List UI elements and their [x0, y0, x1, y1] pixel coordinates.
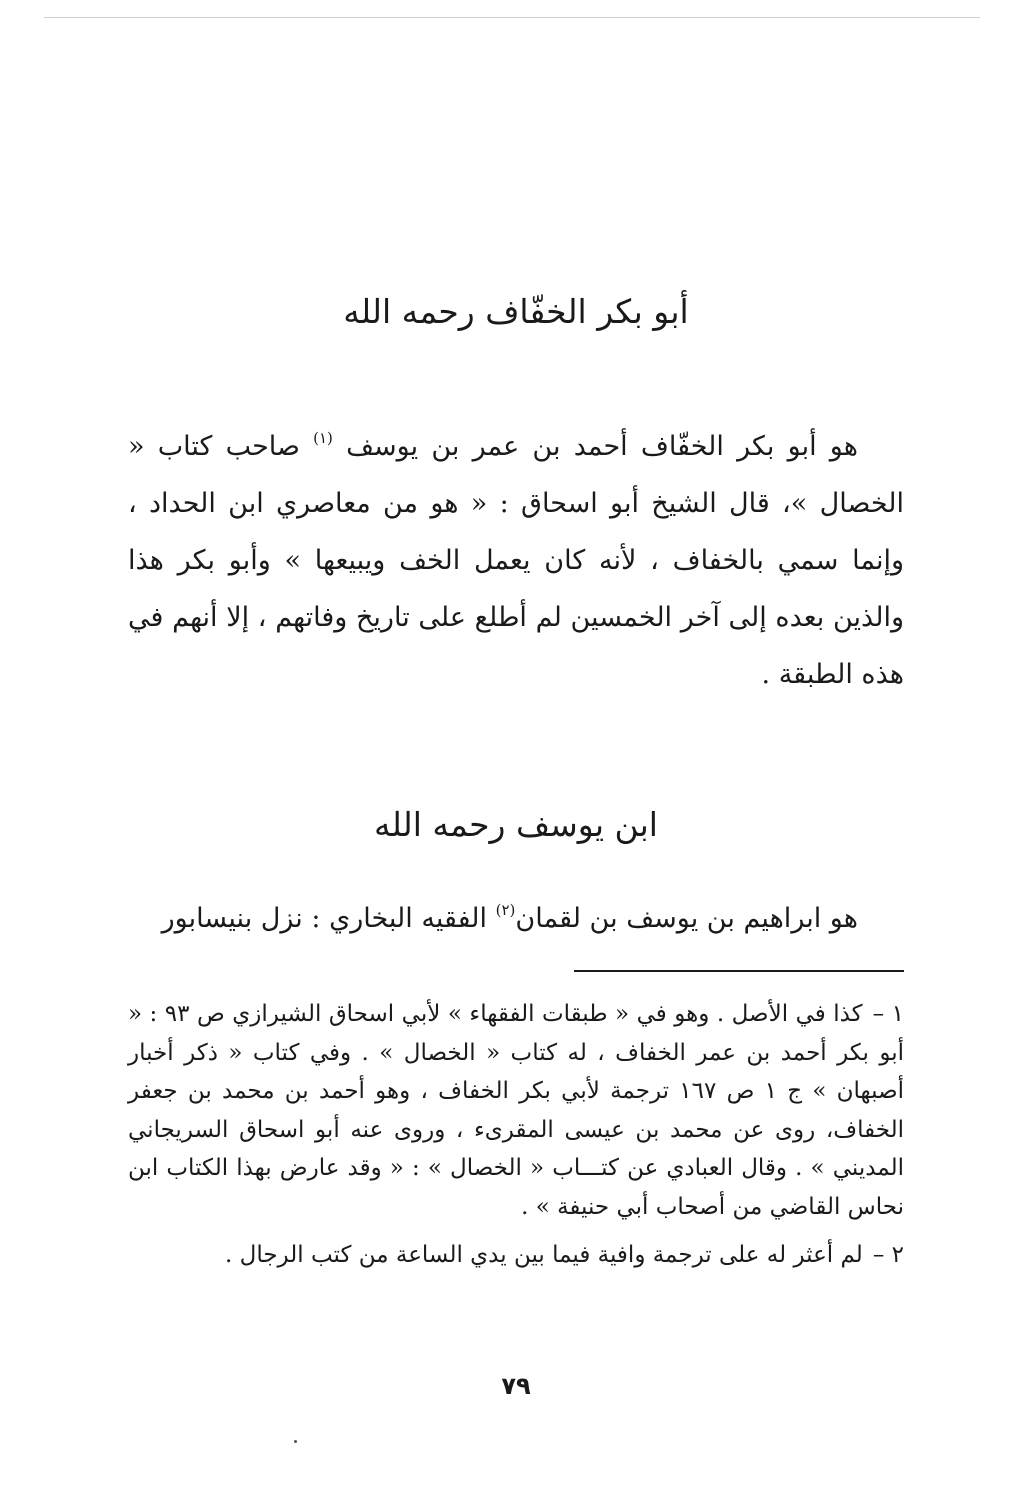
footnote-text: كذا في الأصل . وهو في « طبقات الفقهاء » لأبي اسحاق الشيرازي ص ٩٣ : « أبو بكر أحمد بن عمر الخفاف ، له كتاب « الخصال » . وفي كتاب « ذكر أخبار أصبهان » ج ١ ص ١٦٧ ترجمة لأبي بكر الخفاف ، وهو أحمد بن محمد بن جعفر الخفاف، روى عن محمد بن عيسى المقرىء ، وروى عنه أبو اسحاق السريجاني المديني » . وقال العبادي عن كتـــاب « الخصال » : « وقد عارض بهذا الكتاب ابن نحاس القاضي من أصحاب أبي حنيفة » . — [128, 1001, 904, 1220]
entry-text-before-ref: هو ابراهيم بن يوسف بن لقمان — [515, 903, 858, 934]
page-number: ٧٩ — [501, 1372, 531, 1400]
entry-text-after-ref: الفقيه البخاري : نزل بنيسابور — [161, 903, 488, 934]
top-page-edge-line — [44, 17, 980, 18]
scan-speck — [294, 1440, 297, 1443]
entry-paragraph-ibn-yusuf — [128, 890, 904, 947]
footnote-2 — [128, 1236, 904, 1275]
footnote-number: ٢ – — [872, 1242, 904, 1268]
paragraph-indent — [858, 903, 904, 934]
entry-paragraph-abu-bakr-al-khaffaf — [128, 418, 904, 703]
footnotes — [128, 995, 904, 1275]
footnote-number: ١ – — [872, 1001, 904, 1027]
footnote-ref-2[interactable]: (٢) — [495, 901, 516, 919]
entry-title-ibn-yusuf: ابن يوسف رحمه الله — [374, 805, 658, 844]
footnote-text: لم أعثر له على ترجمة وافية فيما بين يدي الساعة من كتب الرجال . — [224, 1242, 863, 1268]
paragraph-indent — [858, 431, 904, 462]
footnote-1 — [128, 995, 904, 1226]
entry-text-before-ref: هو أبو بكر الخفّاف أحمد بن عمر بن يوسف — [346, 431, 858, 462]
entry-text-after-ref: صاحب كتاب « الخصال »، قال الشيخ أبو اسحاق : « هو من معاصري ابن الحداد ، وإنما سمي بالخفاف ، لأنه كان يعمل الخف ويبيعها » وأبو بكر هذا والذين بعده إلى آخر الخمسين لم أطلع على تاريخ وفاتهم ، إلا أنهم في هذه الطبقة . — [128, 431, 904, 690]
footnote-ref-1[interactable]: (١) — [313, 429, 333, 447]
footnote-separator — [574, 970, 904, 972]
entry-title-abu-bakr-al-khaffaf: أبو بكر الخفّاف رحمه الله — [343, 292, 689, 331]
